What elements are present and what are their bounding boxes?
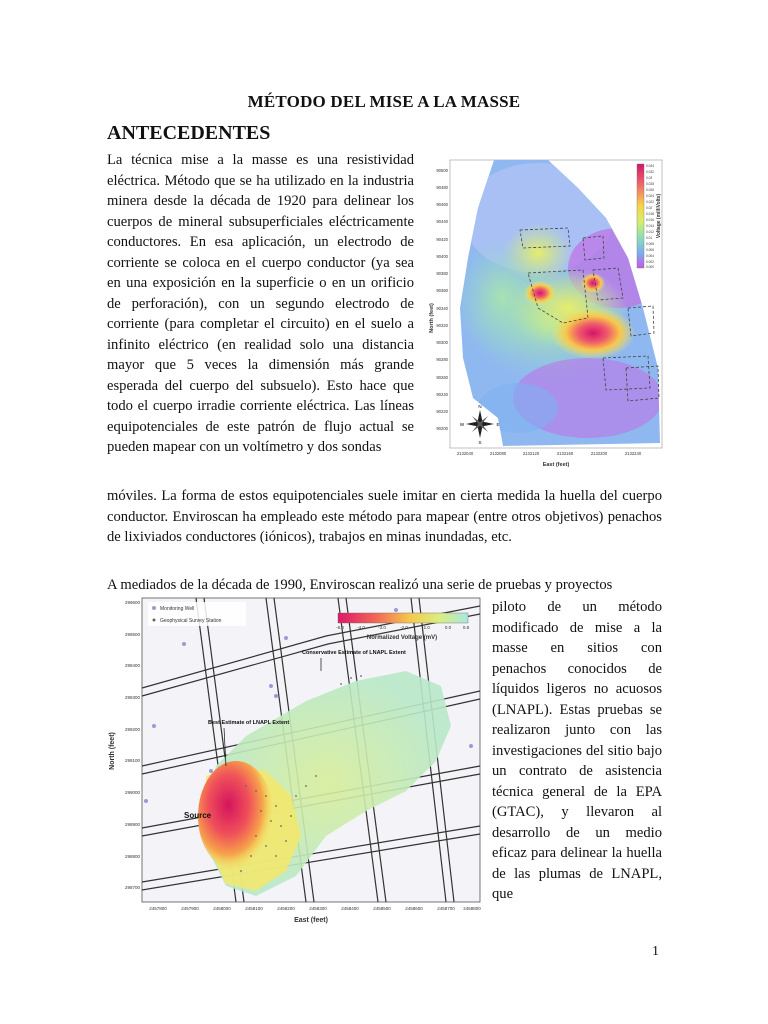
paragraph-1-wrapped: La técnica mise a la masse es una resistividad eléctrica. Método que se ha utilizado en la industria minera desde la década de 1920 para delinear los cuerpos de mineral subsuperficiales eléctricamente conductores. En esa aplicación, un electrodo de corriente se coloca en el cuerpo conductor (ya sea en una exposición en la superficie o en un orificio de perforación), con un segundo electrodo de corriente (para completar el circuito) en el suelo a infinito eléctrico (en realidad solo una distancia mayor que 5 veces la dimensión más grande esperada del cuerpo del subsuelo). Esto hace que todo el cuerpo irradie corriente eléctrica. Las líneas equipotenciales de este patrón de flujo actual se pueden mapear con un voltímetro y dos sondas bbox=[107, 152, 414, 455]
svg-text:2458500: 2458500 bbox=[373, 906, 391, 911]
figure-lnapl-map bbox=[106, 596, 484, 926]
svg-text:299600: 299600 bbox=[124, 600, 140, 605]
lnapl-colorbar-label: Normalized Voltage (mV) bbox=[366, 635, 438, 641]
svg-text:0.000: 0.000 bbox=[646, 265, 654, 269]
y-tick: 90260 bbox=[436, 375, 448, 380]
svg-text:2458200: 2458200 bbox=[277, 906, 295, 911]
svg-text:299500: 299500 bbox=[124, 632, 140, 637]
svg-text:2458300: 2458300 bbox=[309, 906, 327, 911]
svg-text:0.024: 0.024 bbox=[646, 194, 654, 198]
svg-text:0.012: 0.012 bbox=[646, 230, 654, 234]
svg-text:0.004: 0.004 bbox=[646, 254, 654, 258]
paragraph-2-wrapped: piloto de un método modificado de mise a la masse en sitios con penachos conocidos de líquidos ligeros no acuosos (LNAPL). Estas pruebas se realizaron junto con las investigaciones del sitio bajo un contrato de asistencia técnica general de la EPA (GTAC), y llevaron al desarrollo de un medio eficaz para delinear la huella de las plumas de LNAPL, que bbox=[492, 599, 662, 902]
lnapl-colorbar-ticks bbox=[336, 625, 470, 630]
svg-text:299200: 299200 bbox=[124, 727, 140, 732]
svg-text:0.0: 0.0 bbox=[444, 625, 452, 630]
voltage-map-ylabel: North (feet) bbox=[429, 303, 435, 333]
lnapl-colorbar bbox=[338, 613, 468, 623]
svg-text:0.014: 0.014 bbox=[646, 224, 654, 228]
y-tick: 90480 bbox=[436, 185, 448, 190]
y-tick: 90220 bbox=[436, 409, 448, 414]
svg-text:0.8: 0.8 bbox=[462, 625, 470, 630]
svg-text:2458800: 2458800 bbox=[463, 906, 481, 911]
y-tick: 90420 bbox=[436, 237, 448, 242]
page-number: 1 bbox=[652, 944, 659, 959]
svg-text:2458400: 2458400 bbox=[341, 906, 359, 911]
svg-text:N: N bbox=[478, 404, 482, 409]
lnapl-ylabel: North (feet) bbox=[109, 732, 116, 770]
svg-text:S: S bbox=[478, 440, 482, 445]
lnapl-xlabel: East (feet) bbox=[294, 917, 328, 924]
svg-text:299300: 299300 bbox=[124, 695, 140, 700]
figure-voltage-map bbox=[428, 158, 664, 474]
y-tick: 90200 bbox=[436, 426, 448, 431]
svg-text:0.002: 0.002 bbox=[646, 260, 654, 264]
svg-text:299400: 299400 bbox=[124, 663, 140, 668]
svg-text:Monitoring Well: Monitoring Well bbox=[160, 606, 195, 612]
svg-text:298700: 298700 bbox=[124, 885, 140, 890]
svg-text:0.018: 0.018 bbox=[646, 212, 654, 216]
svg-text:0.01: 0.01 bbox=[646, 236, 653, 240]
voltage-map-xlabel: East (feet) bbox=[542, 462, 570, 468]
svg-text:E: E bbox=[496, 422, 500, 427]
section-heading: ANTECEDENTES bbox=[107, 122, 271, 144]
svg-text:0.03: 0.03 bbox=[646, 176, 653, 180]
y-tick: 90400 bbox=[436, 254, 448, 259]
x-tick: 2132240 bbox=[624, 451, 642, 456]
svg-text:-6.0: -6.0 bbox=[336, 625, 344, 630]
lnapl-legend bbox=[148, 602, 246, 626]
svg-text:W: W bbox=[459, 422, 465, 427]
x-tick: 2132080 bbox=[489, 451, 507, 456]
lnapl-map-svg bbox=[106, 596, 484, 926]
y-tick: 90360 bbox=[436, 288, 448, 293]
x-tick: 2132120 bbox=[522, 451, 540, 456]
svg-text:-2.0: -2.0 bbox=[400, 625, 408, 630]
svg-text:2458600: 2458600 bbox=[405, 906, 423, 911]
voltage-map-y-ticks bbox=[436, 168, 448, 431]
y-tick: 90240 bbox=[436, 392, 448, 397]
svg-text:299100: 299100 bbox=[124, 758, 140, 763]
svg-text:0.008: 0.008 bbox=[646, 242, 654, 246]
voltage-map-svg bbox=[428, 158, 664, 474]
svg-text:-1.0: -1.0 bbox=[422, 625, 430, 630]
svg-text:2457900: 2457900 bbox=[181, 906, 199, 911]
y-tick: 90380 bbox=[436, 271, 448, 276]
x-tick: 2132160 bbox=[556, 451, 574, 456]
x-tick: 2132200 bbox=[590, 451, 608, 456]
voltage-colorbar-label: Voltage (milliVolts) bbox=[656, 193, 662, 239]
voltage-colorbar-ticks bbox=[646, 164, 654, 269]
voltage-colorbar bbox=[637, 164, 644, 268]
y-tick: 90300 bbox=[436, 340, 448, 345]
y-tick: 90460 bbox=[436, 202, 448, 207]
svg-text:0.028: 0.028 bbox=[646, 182, 654, 186]
annotation-source: Source bbox=[184, 811, 212, 820]
y-tick: 90320 bbox=[436, 323, 448, 328]
x-tick: 2132040 bbox=[456, 451, 474, 456]
svg-text:0.016: 0.016 bbox=[646, 218, 654, 222]
svg-text:-4.0: -4.0 bbox=[357, 625, 365, 630]
document-title: MÉTODO DEL MISE A LA MASSE bbox=[247, 92, 521, 111]
lnapl-y-ticks bbox=[125, 600, 141, 890]
svg-text:Geophysical Survey Station: Geophysical Survey Station bbox=[160, 618, 222, 624]
svg-text:0.022: 0.022 bbox=[646, 200, 654, 204]
svg-text:0.026: 0.026 bbox=[646, 188, 654, 192]
paragraph-1-full: móviles. La forma de estos equipotenciales suele imitar en cierta medida la huella del cuerpo conductor. Enviroscan ha empleado este método para mapear (entre otros objetivos) penachos de lixiviados conductores (iónicos), trabajos en minas inundadas, etc. bbox=[107, 488, 662, 545]
svg-text:0.032: 0.032 bbox=[646, 170, 654, 174]
svg-text:298900: 298900 bbox=[124, 822, 140, 827]
svg-text:298800: 298800 bbox=[124, 854, 140, 859]
annotation-best: Best Estimate of LNAPL Extent bbox=[208, 720, 290, 726]
svg-text:299000: 299000 bbox=[124, 790, 140, 795]
svg-text:-3.0: -3.0 bbox=[378, 625, 386, 630]
y-tick: 90500 bbox=[436, 168, 448, 173]
svg-text:2458100: 2458100 bbox=[245, 906, 263, 911]
svg-text:0.02: 0.02 bbox=[646, 206, 653, 210]
y-tick: 90340 bbox=[436, 306, 448, 311]
svg-text:0.034: 0.034 bbox=[646, 164, 654, 168]
svg-text:0.006: 0.006 bbox=[646, 248, 654, 252]
svg-text:2458700: 2458700 bbox=[437, 906, 455, 911]
y-tick: 90440 bbox=[436, 219, 448, 224]
voltage-map-x-ticks bbox=[457, 451, 642, 456]
lnapl-x-ticks bbox=[149, 906, 481, 911]
paragraph-2-intro: A mediados de la década de 1990, Enviroscan realizó una serie de pruebas y proyectos bbox=[107, 577, 613, 593]
svg-text:2458000: 2458000 bbox=[213, 906, 231, 911]
annotation-conservative: Conservative Estimate of LNAPL Extent bbox=[302, 650, 406, 656]
y-tick: 90280 bbox=[436, 357, 448, 362]
svg-text:2457800: 2457800 bbox=[149, 906, 167, 911]
